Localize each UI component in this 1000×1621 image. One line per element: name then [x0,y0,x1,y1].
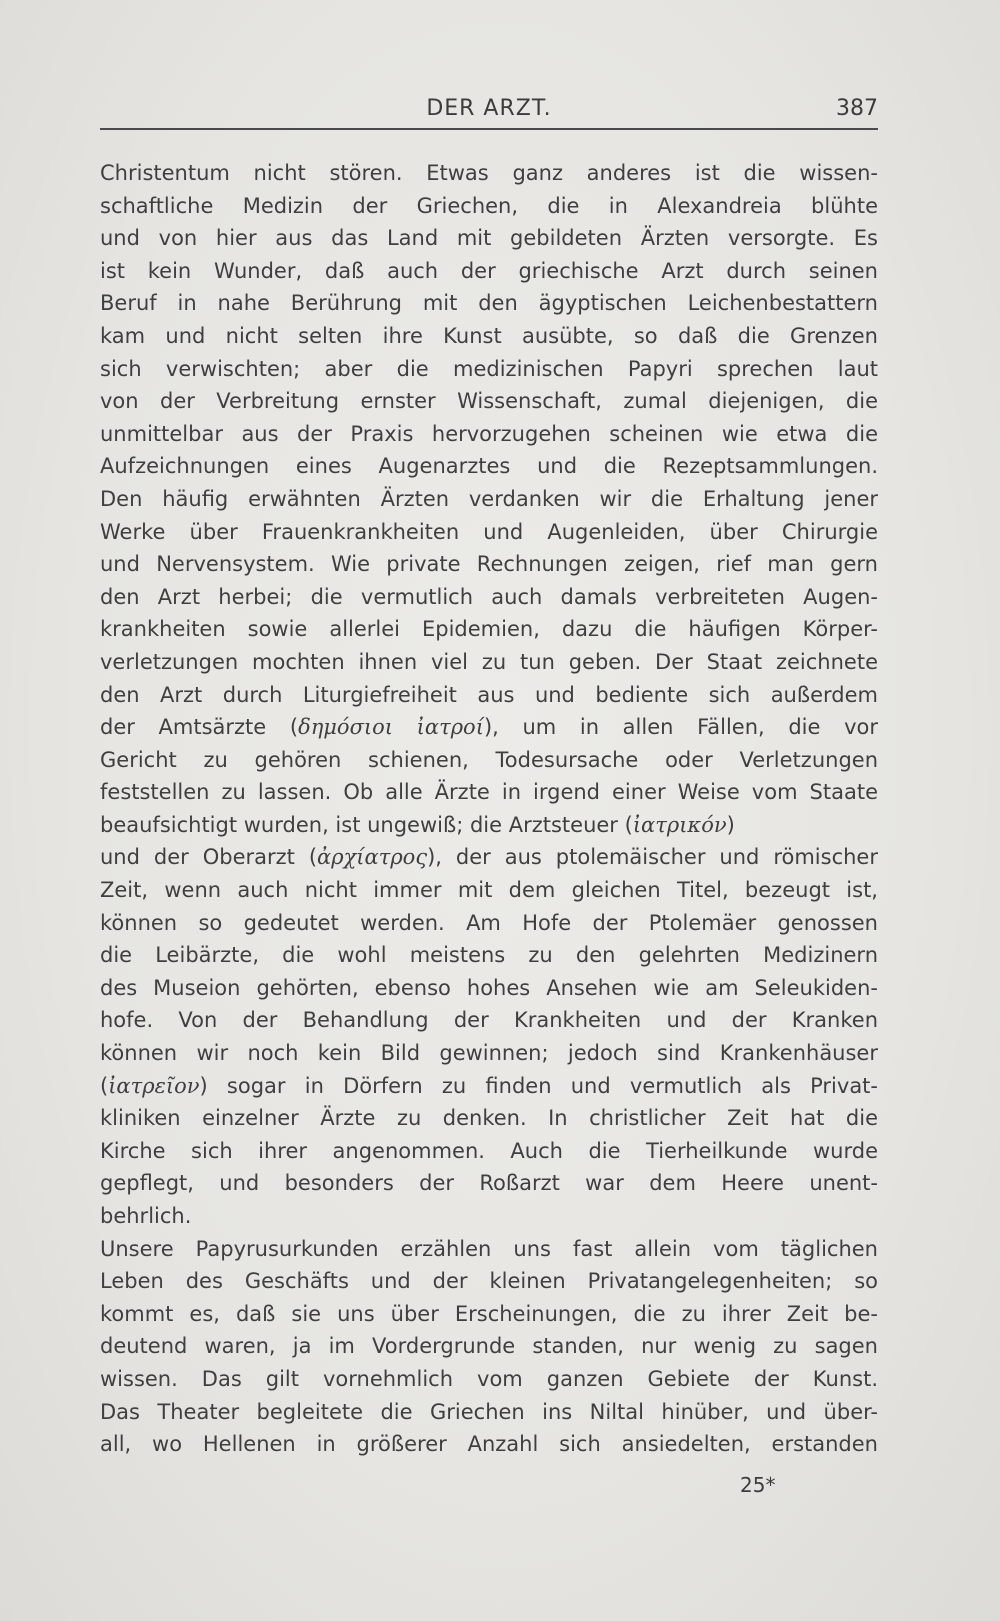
text-line: des Museion gehörten, ebenso hohes Ansehen wie am Seleukiden- [100,975,878,1000]
text-line: Leben des Geschäfts und der kleinen Privatangelegenheiten; so [100,1269,878,1294]
text-line: gepflegt, und besonders der Roßarzt war dem Heere unent- [100,1171,878,1196]
page-header [100,96,878,130]
text-segment: ) [726,812,735,837]
greek-term: ἰατρεῖον [108,1073,200,1098]
greek-term: ἰατρικόν [632,812,727,837]
text-line: die Leibärzte, die wohl meistens zu den gelehrten Medizinern [100,943,878,968]
text-line: den Arzt durch Liturgiefreiheit aus und bediente sich außerdem [100,682,878,707]
text-line [100,711,878,744]
text-line: all, wo Hellenen in größerer Anzahl sich ansiedelten, erstanden [100,1432,878,1457]
text-segment: ), der aus ptolemäischer und römischer [427,845,878,870]
text-line: Gericht zu gehören schienen, Todesursache oder Verletzungen [100,747,878,772]
text-segment: und der Oberarzt ( [100,845,318,870]
text-line: Aufzeichnungen eines Augenarztes und die Rezeptsammlungen. [100,454,878,479]
greek-term: δημόσιοι ἰατροί [298,715,484,740]
text-line: wissen. Das gilt vornehmlich vom ganzen Gebiete der Kunst. [100,1366,878,1391]
text-line: kommt es, daß sie uns über Erscheinungen, die zu ihrer Zeit be- [100,1301,878,1326]
text-segment: ), um in allen Fällen, die vor [483,715,878,740]
text-line: kliniken einzelner Ärzte zu denken. In christlicher Zeit hat die [100,1106,878,1131]
text-line: können so gedeutet werden. Am Hofe der Ptolemäer genossen [100,910,878,935]
page-number: 387 [836,96,878,121]
text-line: kam und nicht selten ihre Kunst ausübte, so daß die Grenzen [100,323,878,348]
text-line [100,1070,878,1103]
text-line: hofe. Von der Behandlung der Krankheiten und der Kranken [100,1008,878,1033]
text-line: feststellen zu lassen. Ob alle Ärzte in irgend einer Weise vom Staate [100,780,878,805]
text-segment: beaufsichtigt wurden, ist ungewiß; die Arztsteuer ( [100,812,633,837]
greek-term: ἀρχίατρος [317,845,428,870]
text-line: schaftliche Medizin der Griechen, die in Alexandreia blühte [100,193,878,218]
text-line: verletzungen mochten ihnen viel zu tun geben. Der Staat zeichnete [100,649,878,674]
text-line: Unsere Papyrusurkunden erzählen uns fast allein vom täglichen [100,1236,878,1261]
text-line: den Arzt herbei; die vermutlich auch damals verbreiteten Augen- [100,584,878,609]
text-line: und Nervensystem. Wie private Rechnungen zeigen, rief man gern [100,552,878,577]
signature-mark: 25* [740,1473,776,1497]
text-segment: der Amtsärzte ( [100,715,299,740]
text-line: deutend waren, ja im Vordergrunde standen, nur wenig zu sagen [100,1334,878,1359]
text-line: unmittelbar aus der Praxis hervorzugehen scheinen wie etwa die [100,421,878,446]
text-line: Kirche sich ihrer angenommen. Auch die Tierheilkunde wurde [100,1138,878,1163]
body-text [100,157,878,1461]
text-line: Den häufig erwähnten Ärzten verdanken wir die Erhaltung jener [100,486,878,511]
header-rule [100,128,878,130]
text-segment: ) sogar in Dörfern zu finden und vermutlich als Privat- [199,1073,878,1098]
text-line [100,841,878,874]
text-line: und von hier aus das Land mit gebildeten Ärzten versorgte. Es [100,226,878,251]
text-line: Zeit, wenn auch nicht immer mit dem gleichen Titel, bezeugt ist, [100,878,878,903]
text-line: Christentum nicht stören. Etwas ganz anderes ist die wissen- [100,161,878,185]
text-line: Das Theater begleitete die Griechen ins Niltal hinüber, und über- [100,1399,878,1424]
running-title: DER ARZT. [426,96,552,121]
text-line: Werke über Frauenkrankheiten und Augenleiden, über Chirurgie [100,519,878,544]
text-line: sich verwischten; aber die medizinischen Papyri sprechen laut [100,356,878,381]
text-line: von der Verbreitung ernster Wissenschaft, zumal diejenigen, die [100,389,878,414]
text-line [100,809,878,842]
text-line: krankheiten sowie allerlei Epidemien, dazu die häufigen Körper- [100,617,878,642]
text-line: Beruf in nahe Berührung mit den ägyptischen Leichenbestattern [100,291,878,316]
text-line: ist kein Wunder, daß auch der griechische Arzt durch seinen [100,258,878,283]
text-line: behrlich. [100,1204,192,1228]
text-segment: ( [100,1073,109,1098]
text-line: können wir noch kein Bild gewinnen; jedoch sind Krankenhäuser [100,1041,878,1066]
